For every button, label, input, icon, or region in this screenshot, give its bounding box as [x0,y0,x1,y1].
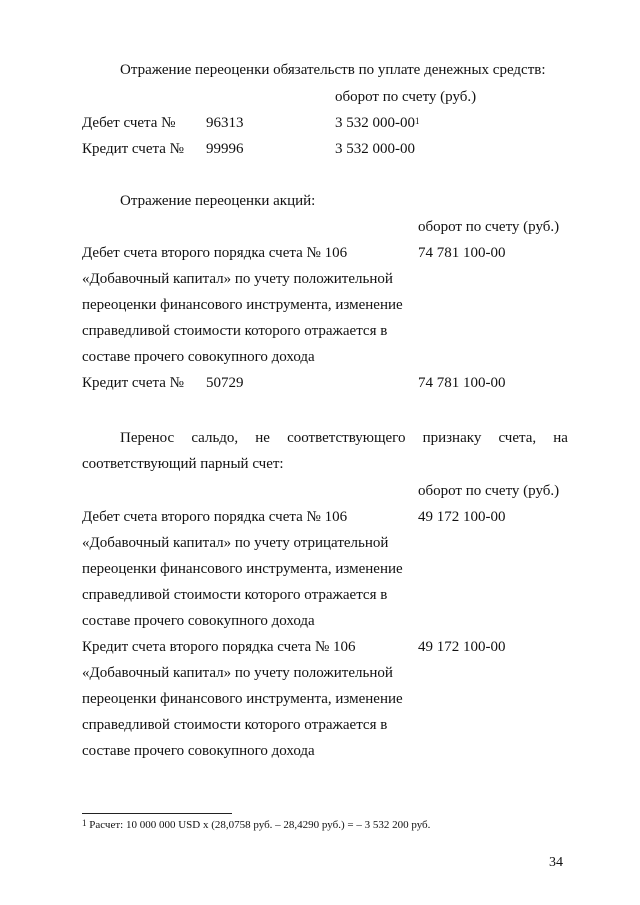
section2-debit-line: переоценки финансового инструмента, изменение [82,297,403,313]
section2-debit-line: «Добавочный капитал» по учету положительной [82,271,393,287]
section3-heading-word: сальдо, [191,430,239,446]
section3-heading-word: на [553,430,568,446]
section1-debit-amount: 3 532 000-00 [335,115,415,131]
section3-debit-line: составе прочего совокупного дохода [82,613,315,629]
section3-credit-line: составе прочего совокупного дохода [82,743,315,759]
section3-heading-word: соответствующего [287,430,406,446]
section2-credit-account: 50729 [206,375,244,391]
section3-heading-word: счета, [498,430,537,446]
section2-heading: Отражение переоценки акций: [120,193,316,209]
section2-credit-amount: 74 781 100-00 [418,375,506,391]
section3-debit-line: справедливой стоимости которого отражается в [82,587,388,603]
section1-credit-label: Кредит счета № [82,141,184,157]
section3-debit-line: переоценки финансового инструмента, изменение [82,561,403,577]
section1-column-header: оборот по счету (руб.) [335,89,477,105]
section3-credit-line: переоценки финансового инструмента, изменение [82,691,403,707]
footnote [82,818,430,832]
footnote-text: Расчет: 10 000 000 USD х (28,0758 руб. – 28,4290 руб.) = – 3 532 200 руб. [89,819,431,831]
section3-heading-line2: соответствующий парный счет: [82,456,284,472]
section3-debit-amount: 49 172 100-00 [418,509,506,525]
section2-debit-line: справедливой стоимости которого отражается в [82,323,388,339]
section3-credit-amount: 49 172 100-00 [418,639,506,655]
section1-credit-amount: 3 532 000-00 [335,141,415,157]
section3-heading-word: не [255,430,270,446]
section2-credit-label: Кредит счета № [82,375,184,391]
footnote-marker: 1 [82,818,87,828]
page-number: 34 [549,855,563,870]
section3-debit-line: Дебет счета второго порядка счета № 106 [82,509,348,525]
section1-credit-account: 99996 [206,141,244,157]
section1-heading: Отражение переоценки обязательств по уплате денежных средств: [120,62,546,78]
section1-debit-account: 96313 [206,115,244,131]
section2-column-header: оборот по счету (руб.) [418,219,560,235]
section2-debit-amount: 74 781 100-00 [418,245,506,261]
section1-debit-amount-cell [335,113,420,133]
section3-heading-word: признаку [422,430,482,446]
section3-debit-line: «Добавочный капитал» по учету отрицательной [82,535,389,551]
section3-heading-word: Перенос [120,430,175,446]
section2-debit-line: Дебет счета второго порядка счета № 106 [82,245,348,261]
section3-column-header: оборот по счету (руб.) [418,483,560,499]
footnote-reference: 1 [415,116,420,126]
section2-debit-line: составе прочего совокупного дохода [82,349,315,365]
section3-heading-line1 [82,428,568,448]
section1-debit-label: Дебет счета № [82,115,176,131]
section3-credit-line: Кредит счета второго порядка счета № 106 [82,639,356,655]
section3-credit-line: справедливой стоимости которого отражается в [82,717,388,733]
section3-credit-line: «Добавочный капитал» по учету положительной [82,665,393,681]
footnote-divider [82,813,232,814]
